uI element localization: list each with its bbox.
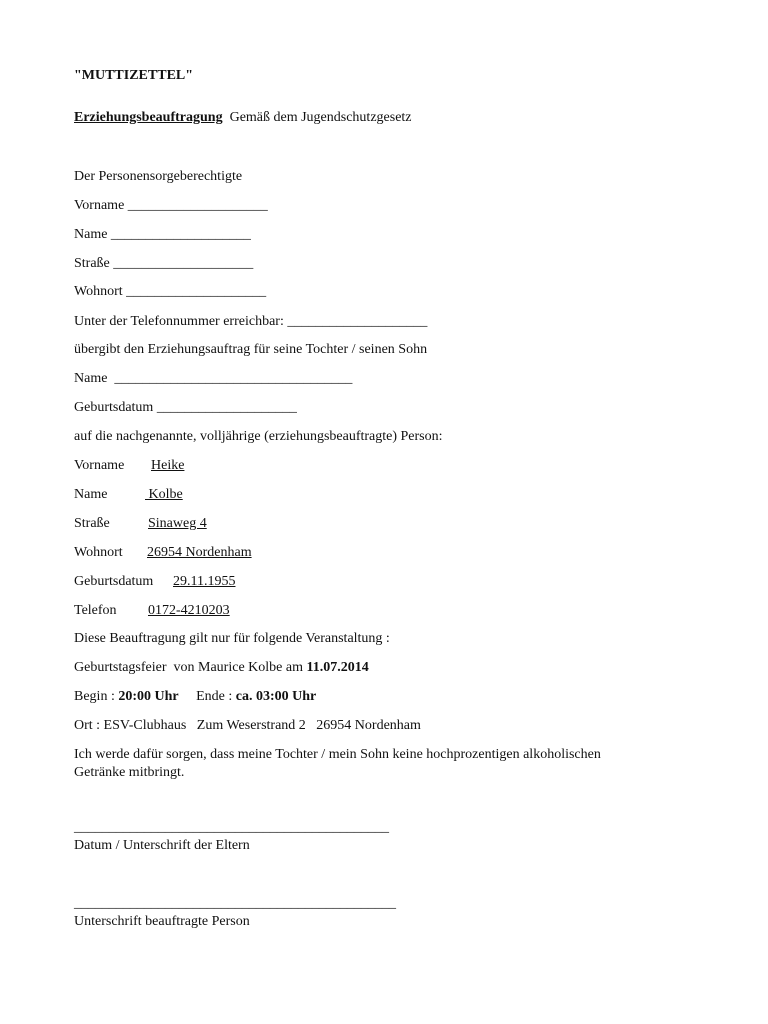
event-times [74, 689, 316, 705]
person-geburtsdatum-value: 29.11.1955 [173, 574, 236, 589]
person-signature-line[interactable]: ______________________________________________ [74, 896, 396, 911]
event-begin-time: 20:00 Uhr [118, 689, 179, 704]
child-geburtsdatum-field[interactable]: Geburtsdatum ____________________ [74, 400, 297, 415]
guardian-wohnort-field[interactable]: Wohnort ____________________ [74, 284, 267, 299]
event-intro: Diese Beauftragung gilt nur für folgende Veranstaltung : [74, 631, 390, 646]
subtitle-label: Erziehungsbeauftragung [74, 110, 223, 125]
person-strasse-label: Straße [74, 516, 110, 531]
guardian-vorname-field[interactable]: Vorname ____________________ [74, 198, 268, 213]
person-vorname-value: Heike [151, 458, 185, 473]
event-end-time: ca. 03:00 Uhr [235, 689, 317, 704]
event-end-label: Ende : [178, 689, 236, 704]
event-occasion-text: Geburtstagsfeier von Maurice Kolbe am [74, 660, 307, 675]
child-name-field[interactable]: Name __________________________________ [74, 371, 353, 386]
event-occasion [74, 660, 369, 676]
parents-signature-line[interactable]: _____________________________________________ [74, 820, 389, 835]
person-strasse-value: Sinaweg 4 [148, 516, 207, 531]
guardian-telefon-field[interactable]: Unter der Telefonnummer erreichbar: ____________________ [74, 314, 428, 329]
person-intro: auf die nachgenannte, volljährige (erziehungsbeauftragte) Person: [74, 429, 443, 444]
person-telefon-value: 0172-4210203 [148, 603, 230, 618]
form-title: "MUTTIZETTEL" [74, 68, 194, 83]
parents-signature-label: Datum / Unterschrift der Eltern [74, 838, 250, 853]
guardian-name-field[interactable]: Name ____________________ [74, 227, 251, 242]
declaration-line-2: Getränke mitbringt. [74, 765, 185, 780]
event-begin-label: Begin : [74, 689, 119, 704]
person-name-value: Kolbe [145, 487, 183, 502]
person-telefon-label: Telefon [74, 603, 117, 618]
person-geburtsdatum-label: Geburtsdatum [74, 574, 154, 589]
subtitle-text: Gemäß dem Jugendschutzgesetz [229, 110, 412, 125]
event-location: Ort : ESV-Clubhaus Zum Weserstrand 2 26954 Nordenham [74, 718, 421, 733]
form-subtitle [74, 110, 412, 126]
guardian-strasse-field[interactable]: Straße ____________________ [74, 256, 254, 271]
event-date: 11.07.2014 [306, 660, 369, 675]
person-wohnort-label: Wohnort [74, 545, 123, 560]
person-wohnort-value: 26954 Nordenham [147, 545, 252, 560]
person-name-label: Name [74, 487, 108, 502]
guardian-heading: Der Personensorgeberechtigte [74, 169, 243, 184]
person-vorname-label: Vorname [74, 458, 125, 473]
person-signature-label: Unterschrift beauftragte Person [74, 914, 250, 929]
child-intro: übergibt den Erziehungsauftrag für seine Tochter / seinen Sohn [74, 342, 428, 357]
declaration-line-1: Ich werde dafür sorgen, dass meine Tochter / mein Sohn keine hochprozentigen alkoholischen [74, 747, 601, 762]
